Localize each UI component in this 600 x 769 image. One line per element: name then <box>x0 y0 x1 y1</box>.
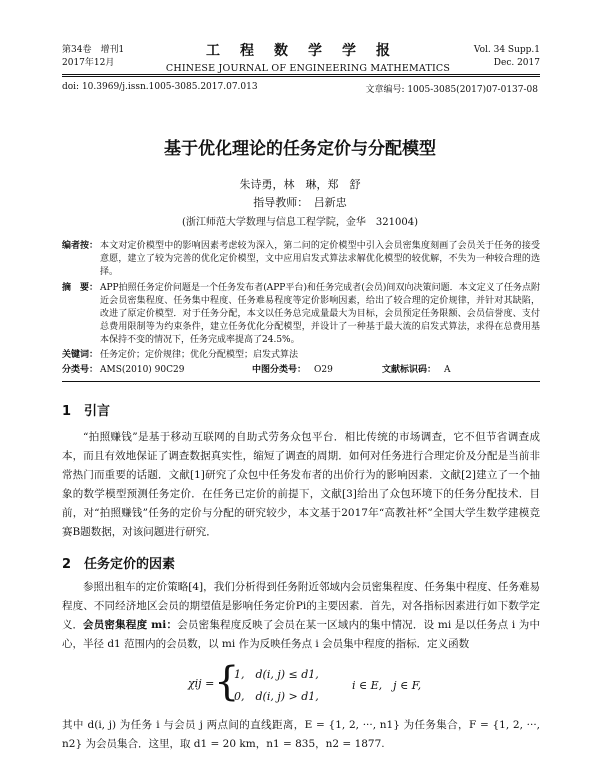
abstract-rule <box>62 381 540 382</box>
header-volume-block <box>62 44 124 70</box>
formula-case-2: 0, d(i, j) > d1, <box>234 690 319 703</box>
formula-condition: i ∈ E, j ∈ F, <box>352 679 422 692</box>
article-number: 文章编号: 1005-3085(2017)07-0137-08 <box>365 85 538 95</box>
member-density-text: 会员密集程度反映了会员在某一区域内的集中情况．设 mi 是以任务点 i 为中心，半径 d1 范围内的会员数，以 mi 作为反映任务点 i 会员集中程度的指标．定义函数 <box>62 619 540 650</box>
date-cn: 2017年12月 <box>62 58 115 68</box>
date-en: Dec. 2017 <box>493 58 540 68</box>
section-2-paragraph-2 <box>62 616 540 654</box>
editor-note <box>62 240 540 279</box>
section-1-paragraph: “拍照赚钱”是基于移动互联网的自助式劳务众包平台．相比传统的市场调查，它不但节省调查成本，而且有效地保证了调查数据真实性，缩短了调查的周期．如何对任务进行合理定价及分配是当前非常热门而重要的话题．文献[1]研究了众包中任务发布者的出价行为的影响因素．文献[2]建立了一个抽象的数学模型预测任务定价．在任务已定价的前提下，文献[3]给出了众包环境下的任务分配技术．目前，对“拍照赚钱”任务的定价与分配的研究较少，本文基于2017年“高教社杯”全国大学生数学建模竞赛B题数据，对该问题进行研究． <box>62 431 540 538</box>
advisor: 指导教师： 吕新忠 <box>253 196 347 209</box>
authors: 朱诗勇，林 琳，郑 舒 <box>239 178 361 191</box>
formula-case-1: 1, d(i, j) ≤ d1, <box>234 668 319 681</box>
abstract-text: APP拍照任务定价问题是一个任务发布者(APP平台)和任务完成者(会员)间双向决策问题．本文定义了任务点附近会员密集程度、任务集中程度、任务难易程度等定价影响因素，给出了较合理的定价规律，并针对其缺陷，改进了原定价模型．对于任务分配，本文以任务总完成量最大为目标，会员预定任务限额、会员信誉度、支付总费用限制等为约束条件，建立任务优化分配模型，并设计了一种基于最大流的启发式算法，求得在总费用基本保持不变的情况下，任务完成率提高了24.5%。 <box>100 283 540 345</box>
formula-lhs: χij = <box>188 677 215 690</box>
editor-note-text: 本文对定价模型中的影响因素考虑较为深入，第二问的定价模型中引入会员密集度刻画了会员关于任务的接受意愿，建立了较为完善的优化定价模型，文中应用启发式算法求解优化模型的较优解，不失为一种较合理的选择。 <box>100 241 540 277</box>
journal-title-cn: 工程数学学报 <box>206 43 410 59</box>
doi: doi: 10.3969/j.issn.1005-3085.2017.07.013 <box>62 82 258 92</box>
keywords-text: 任务定价；定价规律；优化分配模型；启发式算法 <box>100 350 299 360</box>
section-1-heading <box>62 400 110 419</box>
cn-class-value: O29 <box>314 365 333 375</box>
affiliation: (浙江师范大学数理与信息工程学院，金华 321004) <box>182 217 418 228</box>
doc-code-label: 文献标识码： <box>382 365 437 375</box>
volume-en: Vol. 34 Supp.1 <box>473 45 540 55</box>
section-title: 引言 <box>84 404 111 419</box>
header-issue-block <box>472 44 540 70</box>
header-rule-top <box>62 74 540 75</box>
keywords <box>62 349 540 362</box>
formula-brace: { <box>214 659 240 705</box>
keywords-label: 关键词： <box>62 350 99 360</box>
class-label: 分类号： <box>62 365 99 375</box>
volume-cn: 第34卷 增刊1 <box>62 45 125 55</box>
editor-note-label: 编者按： <box>62 241 99 251</box>
abstract <box>62 282 540 347</box>
abstract-label: 摘 要： <box>62 283 99 293</box>
paper-title: 基于优化理论的任务定价与分配模型 <box>164 139 436 159</box>
class-value: AMS(2010) 90C29 <box>100 365 185 375</box>
journal-title-en: CHINESE JOURNAL OF ENGINEERING MATHEMATICS <box>165 63 451 74</box>
section-2-paragraph-1: 参照出租车的定价策略[4]，我们分析得到任务附近邻域内会员密集程度、任务集中程度、任务难易程度、不同经济地区会员的期望值是影响任务定价Pi的主要因素．首先，对各指标因素进行如下数学定义． <box>62 581 540 631</box>
section-title: 任务定价的因素 <box>84 557 176 572</box>
member-density-label: 会员密集程度 mi： <box>83 619 178 631</box>
section-number: 2 <box>62 557 72 572</box>
journal-title-block <box>158 40 458 74</box>
section-2-paragraph-3: 其中 d(i, j) 为任务 i 与会员 j 两点间的直线距离，E = {1, 2, ···, n1} 为任务集合，F = {1, 2, ···, n2} 为会员集合．这里，取 d1 = 20 km，n1 = 835，n2 = 1877. <box>62 719 540 750</box>
chi-formula <box>188 659 488 708</box>
header-rule-bottom <box>62 76 540 77</box>
section-number: 1 <box>62 404 72 419</box>
section-2-heading <box>62 553 175 572</box>
doc-code-value: A <box>444 365 451 375</box>
cn-class-label: 中图分类号： <box>252 365 307 375</box>
